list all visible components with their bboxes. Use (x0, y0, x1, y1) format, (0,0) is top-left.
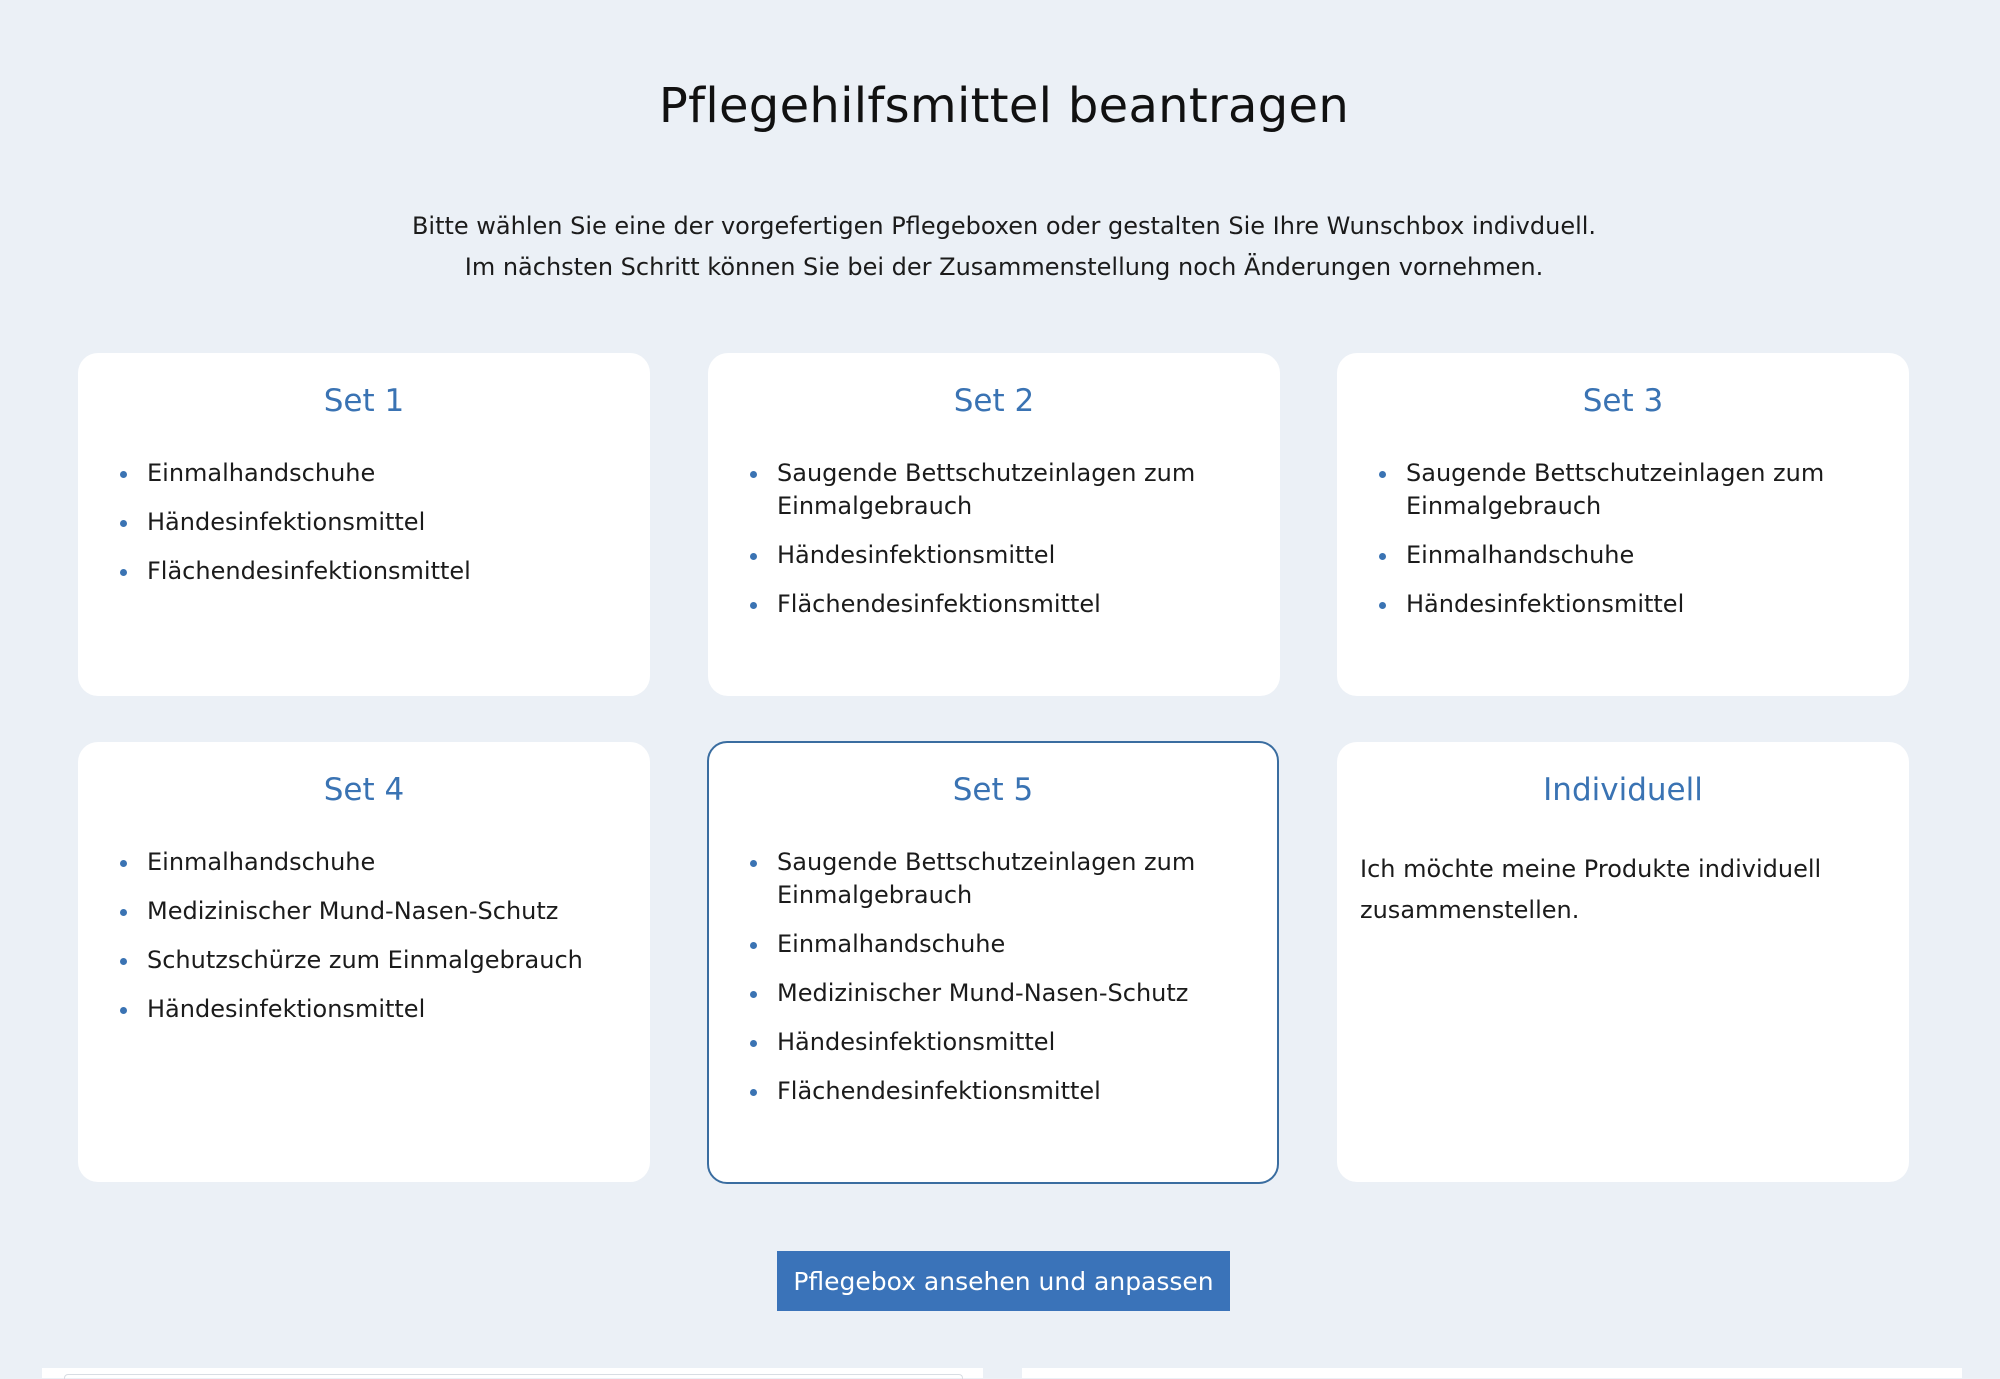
bullet-icon (750, 942, 757, 949)
bullet-icon (750, 553, 757, 560)
set-card-title: Individuell (1543, 772, 1703, 808)
list-item-label: Einmalhandschuhe (1406, 541, 1635, 569)
list-item (147, 846, 619, 879)
bullet-icon (1379, 471, 1386, 478)
bullet-icon (120, 1007, 127, 1014)
bullet-icon (120, 569, 127, 576)
list-item (147, 895, 619, 928)
list-item-label: Händesinfektionsmittel (777, 541, 1056, 569)
list-item-label: Flächendesinfektionsmittel (147, 557, 471, 585)
set-card-2[interactable] (708, 353, 1280, 696)
list-item (1406, 457, 1878, 523)
bottom-panel-right (1022, 1368, 1962, 1378)
set-item-list (709, 846, 1277, 1108)
list-item (777, 539, 1249, 572)
bullet-icon (120, 958, 127, 965)
list-item-label: Flächendesinfektionsmittel (777, 1077, 1101, 1105)
set-item-list (79, 457, 649, 588)
set-card-1[interactable] (78, 353, 650, 696)
list-item (777, 457, 1249, 523)
list-item-label: Händesinfektionsmittel (147, 995, 426, 1023)
individual-card[interactable] (1337, 742, 1909, 1182)
intro-line-2: Im nächsten Schritt können Sie bei der Zusammenstellung noch Änderungen vornehmen. (464, 253, 1544, 281)
bullet-icon (120, 471, 127, 478)
bullet-icon (1379, 602, 1386, 609)
bottom-panel-left (42, 1368, 983, 1378)
list-item (777, 977, 1247, 1010)
bullet-icon (750, 991, 757, 998)
list-item-label: Schutzschürze zum Einmalgebrauch (147, 946, 583, 974)
list-item (147, 506, 619, 539)
set-card-3[interactable] (1337, 353, 1909, 696)
list-item (147, 457, 619, 490)
individual-description: Ich möchte meine Produkte individuell zusammenstellen. (1360, 855, 1822, 924)
bullet-icon (120, 520, 127, 527)
intro-line-1: Bitte wählen Sie eine der vorgefertigen Pflegeboxen oder gestalten Sie Ihre Wunschbox indivduell. (411, 212, 1597, 240)
set-card-title: Set 1 (323, 383, 405, 419)
set-card-title: Set 3 (1582, 383, 1664, 419)
panel-inner-frame (64, 1374, 963, 1379)
list-item-label: Händesinfektionsmittel (777, 1028, 1056, 1056)
list-item (147, 944, 619, 977)
set-item-list (1338, 457, 1908, 621)
intro-text (0, 206, 2000, 288)
set-card-title: Set 2 (953, 383, 1035, 419)
list-item (777, 588, 1249, 621)
list-item-label: Einmalhandschuhe (777, 930, 1006, 958)
list-item-label: Einmalhandschuhe (147, 848, 376, 876)
bullet-icon (120, 909, 127, 916)
bullet-icon (120, 860, 127, 867)
bullet-icon (750, 860, 757, 867)
list-item (147, 993, 619, 1026)
list-item-label: Medizinischer Mund-Nasen-Schutz (777, 979, 1189, 1007)
list-item-label: Medizinischer Mund-Nasen-Schutz (147, 897, 559, 925)
set-item-list (79, 846, 649, 1026)
list-item-label: Saugende Bettschutzeinlagen zum Einmalgebrauch (777, 459, 1196, 520)
list-item (777, 1026, 1247, 1059)
set-item-list (709, 457, 1279, 621)
list-item-label: Einmalhandschuhe (147, 459, 376, 487)
set-card-title: Set 5 (952, 772, 1034, 808)
list-item (1406, 588, 1878, 621)
bullet-icon (750, 1089, 757, 1096)
list-item (777, 846, 1247, 912)
bullet-icon (1379, 553, 1386, 560)
set-card-5[interactable] (707, 741, 1279, 1184)
list-item-label: Saugende Bettschutzeinlagen zum Einmalgebrauch (777, 848, 1196, 909)
page-title: Pflegehilfsmittel beantragen (658, 78, 1350, 134)
bullet-icon (750, 471, 757, 478)
list-item-label: Händesinfektionsmittel (1406, 590, 1685, 618)
bullet-icon (750, 1040, 757, 1047)
list-item (777, 928, 1247, 961)
list-item-label: Händesinfektionsmittel (147, 508, 426, 536)
list-item (777, 1075, 1247, 1108)
list-item-label: Saugende Bettschutzeinlagen zum Einmalgebrauch (1406, 459, 1825, 520)
list-item-label: Flächendesinfektionsmittel (777, 590, 1101, 618)
set-card-title: Set 4 (323, 772, 405, 808)
set-card-4[interactable] (78, 742, 650, 1182)
list-item (1406, 539, 1878, 572)
bullet-icon (750, 602, 757, 609)
list-item (147, 555, 619, 588)
view-and-customize-button[interactable]: Pflegebox ansehen und anpassen (777, 1251, 1230, 1311)
